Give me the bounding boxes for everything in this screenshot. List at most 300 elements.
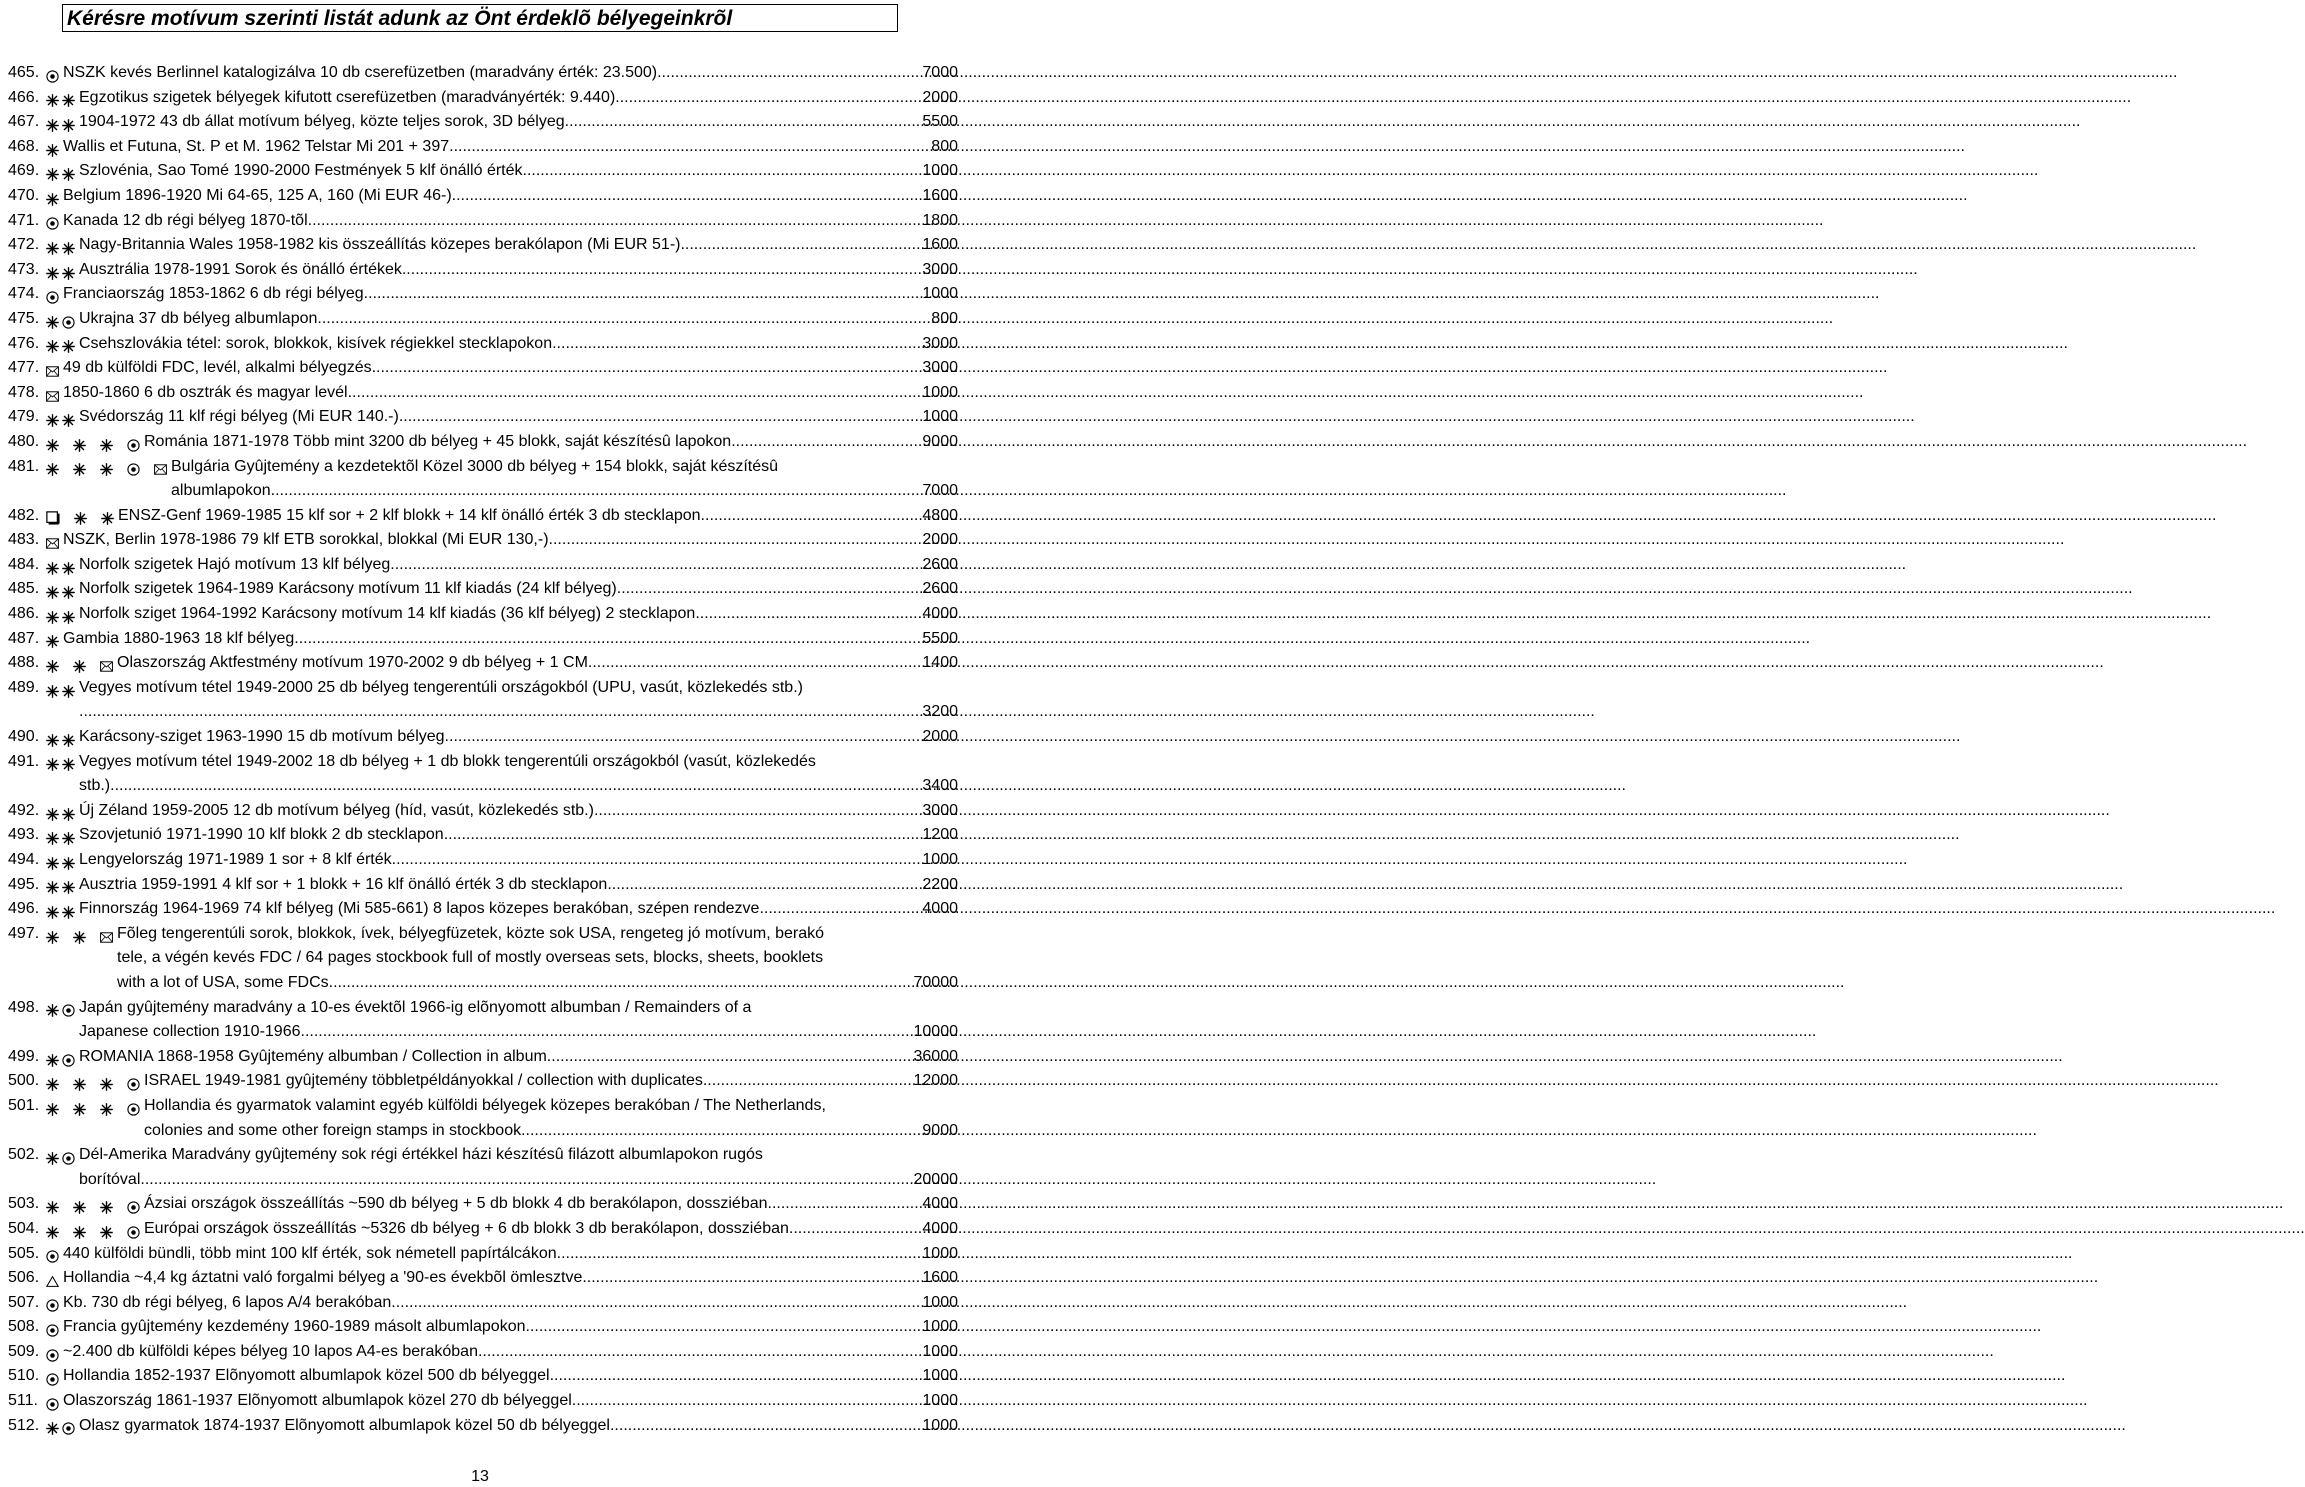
item-number: 492. (8, 801, 40, 819)
category-icons (46, 430, 144, 455)
item-number: 503. (8, 1195, 40, 1213)
dot-leader (445, 725, 923, 750)
list-item (8, 1217, 958, 1242)
category-icons (46, 184, 63, 209)
dot-leader (452, 184, 923, 209)
item-number: 507. (8, 1293, 40, 1311)
asterisk-star-icon (46, 313, 59, 326)
item-number: 479. (8, 408, 40, 426)
item-number: 493. (8, 826, 40, 844)
dotted-circle-icon (127, 1223, 140, 1236)
category-icons (46, 1143, 79, 1168)
item-description (144, 1217, 958, 1242)
asterisk-star-icon (62, 854, 75, 867)
item-text: Norfolk sziget 1964-1992 Karácsony motívum 14 klf kiadás (36 klf bélyeg) 2 stecklapon (79, 605, 696, 623)
item-description (79, 799, 958, 824)
list-item (8, 627, 958, 652)
category-icons (46, 1069, 144, 1094)
item-price: 1600 (922, 236, 958, 254)
asterisk-star-icon (46, 460, 59, 473)
item-text: Vegyes motívum tétel 1949-2000 25 db bélyeg tengerentúli országokból (UPU, vasút, közlekedés stb.) (79, 678, 803, 696)
item-description (63, 1364, 958, 1389)
item-description (63, 1242, 958, 1267)
item-description (79, 848, 958, 873)
list-item (8, 1315, 958, 1340)
item-text: Hollandia 1852-1937 Elõnyomott albumlapok közel 500 db bélyeggel (63, 1367, 550, 1385)
item-number: 486. (8, 605, 40, 623)
item-description (79, 233, 958, 258)
page-number: 13 (471, 1468, 489, 1485)
dot-leader (79, 700, 922, 725)
item-text: Belgium 1896-1920 Mi 64-65, 125 A, 160 (Mi EUR 46-) (63, 186, 452, 204)
item-description (63, 627, 958, 652)
item-number: 509. (8, 1342, 40, 1360)
category-icons (46, 651, 117, 676)
item-description (144, 430, 958, 455)
dot-leader (329, 971, 914, 996)
dot-leader (364, 282, 923, 307)
dot-leader (294, 627, 922, 652)
item-price: 3000 (922, 801, 958, 819)
item-text: 1904-1972 43 db állat motívum bélyeg, közte teljes sorok, 3D bélyeg (79, 113, 565, 131)
item-number: 466. (8, 88, 40, 106)
item-text: Lengyelország 1971-1989 1 sor + 8 klf érték (79, 851, 392, 868)
dot-leader (372, 356, 923, 381)
category-icons (46, 1266, 63, 1291)
item-number: 480. (8, 432, 40, 450)
dot-leader (402, 258, 923, 283)
item-number: 470. (8, 186, 40, 204)
asterisk-star-icon (46, 903, 59, 916)
item-text: Fõleg tengerentúli sorok, blokkok, ívek, bélyegfüzetek, közte sok USA, rengeteg jó motívum, berakó (117, 924, 825, 942)
dot-leader (523, 159, 923, 184)
item-price: 70000 (913, 973, 958, 991)
asterisk-star-icon (46, 682, 59, 695)
list-item (8, 823, 958, 848)
item-number: 478. (8, 383, 40, 401)
asterisk-star-icon (46, 878, 59, 891)
item-text: with a lot of USA, some FDCs (117, 973, 329, 991)
category-icons (46, 1340, 63, 1365)
asterisk-star-icon (46, 1001, 59, 1014)
item-text: Vegyes motívum tétel 1949-2002 18 db bélyeg + 1 db blokk tengerentúli országokból (vasút, közlekedés (79, 752, 816, 770)
item-text: Szovjetunió 1971-1990 10 klf blokk 2 db stecklapon (79, 826, 444, 844)
asterisk-star-icon (46, 559, 59, 572)
list-item (8, 381, 958, 406)
asterisk-star-icon (46, 411, 59, 424)
item-price: 3400 (922, 777, 958, 795)
item-description (79, 332, 958, 357)
asterisk-star-icon (62, 829, 75, 842)
category-icons (46, 725, 79, 750)
item-number: 485. (8, 580, 40, 598)
item-price: 4800 (922, 506, 958, 524)
item-description (63, 1266, 958, 1291)
header-box (62, 4, 898, 32)
asterisk-star-icon (73, 436, 86, 449)
asterisk-star-icon (46, 657, 59, 670)
category-icons (46, 332, 79, 357)
asterisk-star-icon (73, 657, 86, 670)
item-description (79, 676, 958, 725)
asterisk-star-icon (46, 1223, 59, 1236)
category-icons (46, 1217, 144, 1242)
item-text: Dél-Amerika Maradvány gyûjtemény sok régi értékkel házi készítésû filázott albumlapokon rugós (79, 1146, 763, 1164)
item-price: 7000 (922, 482, 958, 500)
item-text: Ázsiai országok összeállítás ~590 db bélyeg + 5 db blokk 4 db berakólapon, dossziéban (144, 1195, 768, 1213)
item-number: 491. (8, 752, 40, 770)
item-price: 2600 (922, 555, 958, 573)
list-item (8, 504, 958, 529)
item-price: 1200 (922, 826, 958, 844)
dot-leader (617, 577, 923, 602)
category-icons (46, 528, 63, 553)
item-number: 498. (8, 998, 40, 1016)
dot-leader (301, 1020, 914, 1045)
item-text: Kb. 730 db régi bélyeg, 6 lapos A/4 berakóban (63, 1293, 392, 1311)
item-number: 499. (8, 1047, 40, 1065)
item-description (63, 1291, 958, 1316)
category-icons (46, 553, 79, 578)
item-description (79, 873, 958, 898)
dot-leader (348, 381, 923, 406)
item-text: Románia 1871-1978 Több mint 3200 db bélyeg + 45 blokk, saját készítésû lapokon (144, 432, 732, 450)
dot-leader (594, 799, 922, 824)
item-number: 504. (8, 1219, 40, 1237)
asterisk-star-icon (46, 632, 59, 645)
asterisk-star-icon (46, 1100, 59, 1113)
item-text: Wallis et Futuna, St. P et M. 1962 Telstar Mi 201 + 397 (63, 137, 450, 155)
category-icons (46, 381, 63, 406)
asterisk-star-icon (62, 411, 75, 424)
item-text: Svédország 11 klf régi bélyeg (Mi EUR 140.-) (79, 408, 399, 426)
dotted-circle-icon (62, 1001, 75, 1014)
item-number: 487. (8, 629, 40, 647)
item-description (63, 135, 958, 160)
item-price: 3200 (922, 703, 958, 721)
item-number: 469. (8, 162, 40, 180)
dotted-circle-icon (62, 1419, 75, 1432)
item-description (79, 1414, 958, 1439)
item-description (79, 553, 958, 578)
item-text: Karácsony-sziget 1963-1990 15 db motívum bélyeg (79, 728, 445, 746)
item-price: 10000 (913, 1023, 958, 1041)
page-title: Kérésre motívum szerinti listát adunk az Önt érdeklõ bélyegeinkrõl (67, 7, 733, 30)
item-text: Ausztrália 1978-1991 Sorok és önálló értékek (79, 260, 402, 278)
dot-leader (789, 1217, 923, 1242)
dot-leader (701, 504, 923, 529)
dot-leader (588, 651, 923, 676)
item-text: Franciaország 1853-1862 6 db régi bélyeg (63, 285, 364, 303)
category-icons (46, 504, 118, 529)
list-item (8, 799, 958, 824)
dot-leader (557, 1242, 923, 1267)
item-text: Japanese collection 1910-1966 (79, 1023, 301, 1041)
item-text: stb.) (79, 777, 111, 795)
item-text: ISRAEL 1949-1981 gyûjtemény többletpéldányokkal / collection with duplicates (144, 1072, 703, 1090)
item-number: 496. (8, 900, 40, 918)
asterisk-star-icon (46, 239, 59, 252)
asterisk-star-icon (62, 165, 75, 178)
item-number: 508. (8, 1318, 40, 1336)
item-description (79, 405, 958, 430)
item-text: NSZK, Berlin 1978-1986 79 klf ETB sorokkal, blokkal (Mi EUR 130,-) (63, 531, 549, 549)
item-description (79, 110, 958, 135)
item-description (63, 381, 958, 406)
item-number: 501. (8, 1096, 40, 1114)
item-price: 4000 (922, 1195, 958, 1213)
asterisk-star-icon (46, 1075, 59, 1088)
dot-leader (549, 528, 923, 553)
category-icons (46, 1315, 63, 1340)
dotted-circle-icon (62, 1149, 75, 1162)
item-price: 1000 (922, 1342, 958, 1360)
dotted-circle-icon (46, 1321, 59, 1334)
category-icons (46, 356, 63, 381)
item-text: Finnország 1964-1969 74 klf bélyeg (Mi 585-661) 8 lapos közepes berakóban, szépen rendezve (79, 900, 760, 918)
item-price: 1000 (922, 1367, 958, 1385)
asterisk-star-icon (46, 337, 59, 350)
list-item (8, 258, 958, 283)
item-number: 482. (8, 506, 40, 524)
asterisk-star-icon (46, 264, 59, 277)
envelope-icon (100, 928, 113, 941)
list-item (8, 873, 958, 898)
category-icons (46, 996, 79, 1021)
category-icons (46, 110, 79, 135)
item-price: 4000 (922, 605, 958, 623)
category-icons (46, 405, 79, 430)
item-text: Hollandia ~4,4 kg áztatni való forgalmi bélyeg a '90-es évekbõl ömlesztve (63, 1269, 583, 1287)
asterisk-star-icon (46, 928, 59, 941)
dotted-circle-icon (46, 1370, 59, 1383)
item-price: 4000 (922, 1219, 958, 1237)
item-price: 1000 (922, 408, 958, 426)
item-number: 465. (8, 64, 40, 81)
category-icons (46, 1045, 79, 1070)
dotted-circle-icon (127, 1075, 140, 1088)
item-description (79, 307, 958, 332)
dot-leader (582, 1266, 922, 1291)
item-price: 7000 (922, 64, 958, 81)
envelope-icon (46, 534, 59, 547)
category-icons (46, 848, 79, 873)
list-item (8, 209, 958, 234)
item-number: 473. (8, 260, 40, 278)
dot-leader (768, 1192, 923, 1217)
item-number: 483. (8, 531, 40, 549)
item-number: 511. (8, 1392, 38, 1410)
asterisk-star-icon (46, 755, 59, 768)
list-item (8, 159, 958, 184)
item-price: 5500 (922, 629, 958, 647)
item-description (63, 184, 958, 209)
asterisk-star-icon (46, 1198, 59, 1211)
dot-leader (399, 405, 923, 430)
dotted-circle-icon (62, 1051, 75, 1064)
category-icons (46, 159, 79, 184)
dotted-circle-icon (46, 1346, 59, 1359)
asterisk-star-icon (46, 583, 59, 596)
asterisk-star-icon (46, 91, 59, 104)
dot-leader (703, 1069, 914, 1094)
item-number: 472. (8, 236, 40, 254)
item-text: Japán gyûjtemény maradvány a 10-es évektõl 1966-ig elõnyomott albumban / Remainders of a (79, 998, 752, 1016)
dot-leader (615, 86, 922, 111)
asterisk-star-icon (62, 878, 75, 891)
list-item (8, 602, 958, 627)
asterisk-star-icon (100, 1075, 113, 1088)
list-item (8, 1414, 958, 1439)
category-icons (46, 233, 79, 258)
dot-leader (317, 307, 931, 332)
item-description (63, 61, 958, 86)
category-icons (46, 873, 79, 898)
category-icons (46, 676, 79, 701)
dot-leader (392, 848, 923, 873)
item-text: Új Zéland 1959-2005 12 db motívum bélyeg (híd, vasút, közlekedés stb.) (79, 801, 594, 819)
asterisk-star-icon (100, 436, 113, 449)
item-number: 502. (8, 1146, 40, 1164)
category-icons (46, 1414, 79, 1439)
triangle-icon (46, 1272, 59, 1285)
asterisk-star-icon (62, 337, 75, 350)
dot-leader (449, 135, 931, 160)
asterisk-star-icon (62, 805, 75, 818)
item-description (79, 1045, 958, 1070)
item-description (144, 1094, 958, 1143)
item-text: ENSZ-Genf 1969-1985 15 klf sor + 2 klf blokk + 14 klf önálló érték 3 db stecklapon (118, 506, 701, 524)
item-number: 474. (8, 285, 40, 303)
asterisk-star-icon (46, 190, 59, 203)
category-icons (46, 1094, 144, 1119)
list-item (8, 1094, 958, 1143)
item-price: 2000 (922, 88, 958, 106)
category-icons (46, 750, 79, 775)
asterisk-star-icon (46, 854, 59, 867)
dot-leader (610, 1414, 922, 1439)
item-number: 489. (8, 678, 40, 696)
item-description (79, 897, 958, 922)
dotted-circle-icon (46, 1296, 59, 1309)
list-item (8, 110, 958, 135)
item-description (63, 1315, 958, 1340)
category-icons (46, 135, 63, 160)
list-item (8, 233, 958, 258)
dot-leader (271, 479, 923, 504)
item-number: 510. (8, 1367, 40, 1385)
dotted-circle-icon (127, 436, 140, 449)
item-price: 1600 (922, 1269, 958, 1287)
dotted-circle-icon (46, 1247, 59, 1260)
list-item (8, 1364, 958, 1389)
item-description (79, 159, 958, 184)
asterisk-star-icon (62, 731, 75, 744)
category-icons (46, 455, 171, 480)
category-icons (46, 307, 79, 332)
list-item (8, 356, 958, 381)
list-item (8, 61, 958, 86)
item-description (79, 996, 958, 1045)
item-text: albumlapokon (171, 482, 271, 500)
item-price: 1000 (922, 1244, 958, 1262)
category-icons (46, 1192, 144, 1217)
square-box-icon (46, 509, 60, 523)
category-icons (46, 627, 63, 652)
asterisk-star-icon (46, 608, 59, 621)
item-number: 471. (8, 211, 40, 229)
item-text: Szlovénia, Sao Tomé 1990-2000 Festmények 5 klf önálló érték (79, 162, 523, 180)
category-icons (46, 282, 63, 307)
list-item (8, 1242, 958, 1267)
item-description (171, 455, 958, 504)
dot-leader (140, 1168, 913, 1193)
dotted-circle-icon (46, 214, 59, 227)
category-icons (46, 799, 79, 824)
item-price: 2000 (922, 531, 958, 549)
item-text: tele, a végén kevés FDC / 64 pages stockbook full of mostly overseas sets, blocks, sheets, booklets (117, 949, 824, 967)
item-description (79, 86, 958, 111)
list-item (8, 577, 958, 602)
item-text: borítóval (79, 1170, 141, 1188)
item-text: NSZK kevés Berlinnel katalogizálva 10 db cserefüzetben (maradvány érték: 23.500). (63, 64, 662, 81)
item-price: 20000 (913, 1170, 958, 1188)
list-item (8, 897, 958, 922)
list-item (8, 135, 958, 160)
item-number: 506. (8, 1269, 40, 1287)
item-text: Hollandia és gyarmatok valamint egyéb külföldi bélyegek közepes berakóban / The Netherlands, (144, 1096, 826, 1114)
item-description (79, 577, 958, 602)
dot-leader (110, 774, 922, 799)
list-item (8, 332, 958, 357)
list-item (8, 750, 958, 799)
dot-leader (565, 110, 923, 135)
item-number: 468. (8, 137, 40, 155)
asterisk-star-icon (73, 460, 86, 473)
asterisk-star-icon (62, 755, 75, 768)
item-description (79, 1143, 958, 1192)
envelope-icon (100, 657, 113, 670)
asterisk-star-icon (46, 436, 59, 449)
item-description (63, 209, 958, 234)
list-item (8, 725, 958, 750)
category-icons (46, 897, 79, 922)
item-description (117, 922, 958, 996)
item-price: 800 (931, 309, 958, 327)
asterisk-star-icon (62, 608, 75, 621)
item-text: Európai országok összeállítás ~5326 db bélyeg + 6 db blokk 3 db berakólapon, dossziéban (144, 1219, 789, 1237)
list-item (8, 1291, 958, 1316)
asterisk-star-icon (73, 1198, 86, 1211)
dot-leader (662, 61, 923, 86)
item-price: 3000 (922, 359, 958, 377)
dot-leader (572, 1389, 923, 1414)
dot-leader (444, 823, 923, 848)
asterisk-star-icon (46, 805, 59, 818)
dotted-circle-icon (127, 460, 140, 473)
list-item (8, 1192, 958, 1217)
item-text: Csehszlovákia tétel: sorok, blokkok, kisívek régiekkel stecklapokon (79, 334, 553, 352)
item-price: 1000 (922, 383, 958, 401)
item-description (79, 725, 958, 750)
item-text: Ukrajna 37 db bélyeg albumlapon (79, 309, 318, 327)
item-description (79, 750, 958, 799)
asterisk-star-icon (46, 829, 59, 842)
item-price: 3000 (922, 334, 958, 352)
dot-leader (478, 1340, 922, 1365)
item-number: 481. (8, 457, 40, 475)
list-item (8, 676, 958, 725)
